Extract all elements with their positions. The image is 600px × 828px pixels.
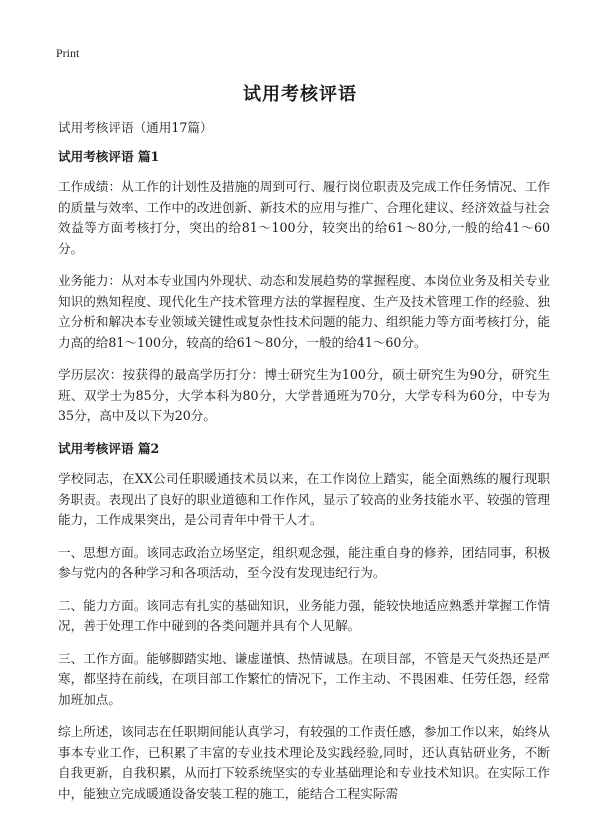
paragraph: 一、思想方面。该同志政治立场坚定，组织观念强，能注重自身的修养，团结同事，积极参与党内的各种学习和各项活动，至今没有发现违纪行为。	[58, 544, 550, 580]
section-2	[58, 439, 550, 805]
page-title: 试用考核评语	[243, 84, 357, 105]
paragraph: 工作成绩：从工作的计划性及措施的周到可行、履行岗位职责及完成工作任务情况、工作的质量与效率、工作中的改进创新、新技术的应用与推广、合理化建议、经济效益与社会效益等方面考核打分，突出的给81～100分，较突出的给61～80分,一般的给41～60分。	[58, 179, 550, 256]
document-subtitle: 试用考核评语（通用17篇）	[58, 120, 213, 135]
section-1	[58, 147, 550, 427]
print-link[interactable]: Print	[56, 46, 80, 60]
paragraph: 二、能力方面。该同志有扎实的基础知识，业务能力强，能较快地适应熟悉并掌握工作情况，善于处理工作中碰到的各类问题并具有个人见解。	[58, 597, 550, 633]
page-bottom-edge	[0, 822, 600, 828]
paragraph: 综上所述，该同志在任职期间能认真学习，有较强的工作责任感，参加工作以来，始终从事本专业工作，已积累了丰富的专业技术理论及实践经验,同时，还认真钻研业务，不断自我更新，自我积累，从而打下较系统坚实的专业基础理论和专业技术知识。在实际工作中，能独立完成暖通设备安装工程的施工，能结合工程实际需	[58, 724, 550, 801]
section-heading: 试用考核评语 篇2	[58, 440, 160, 456]
document-body	[58, 118, 550, 816]
paragraph: 三、工作方面。能够脚踏实地、谦虚谨慎、热情诚恳。在项目部，不管是天气炎热还是严寒，都坚持在前线，在项目部工作繁忙的情况下，工作主动、不畏困难、任劳任怨，经常加班加点。	[58, 650, 550, 707]
paragraph: 学历层次：按获得的最高学历打分：博士研究生为100分，硕士研究生为90分，研究生班、双学士为85分，大学本科为80分，大学普通班为70分，大学专科为60分，中专为35分，高中及以下为20分。	[58, 367, 550, 423]
paragraph: 业务能力：从对本专业国内外现状、动态和发展趋势的掌握程度、本岗位业务及相关专业知识的熟知程度、现代化生产技术管理方法的掌握程度、生产及技术管理工作的经验、独立分析和解决本专业领域关键性或复杂性技术问题的能力、组织能力等方面考核打分，能力高的给81～100分，较高的给61～80分，一般的给41～60分。	[58, 273, 550, 350]
section-heading: 试用考核评语 篇1	[58, 148, 160, 164]
paragraph: 学校同志，在XX公司任职暖通技术员以来，在工作岗位上踏实，能全面熟练的履行现职务职责。表现出了良好的职业道德和工作作风，显示了较高的业务技能水平、较强的管理能力，工作成果突出，是公司青年中骨干人才。	[58, 471, 550, 527]
